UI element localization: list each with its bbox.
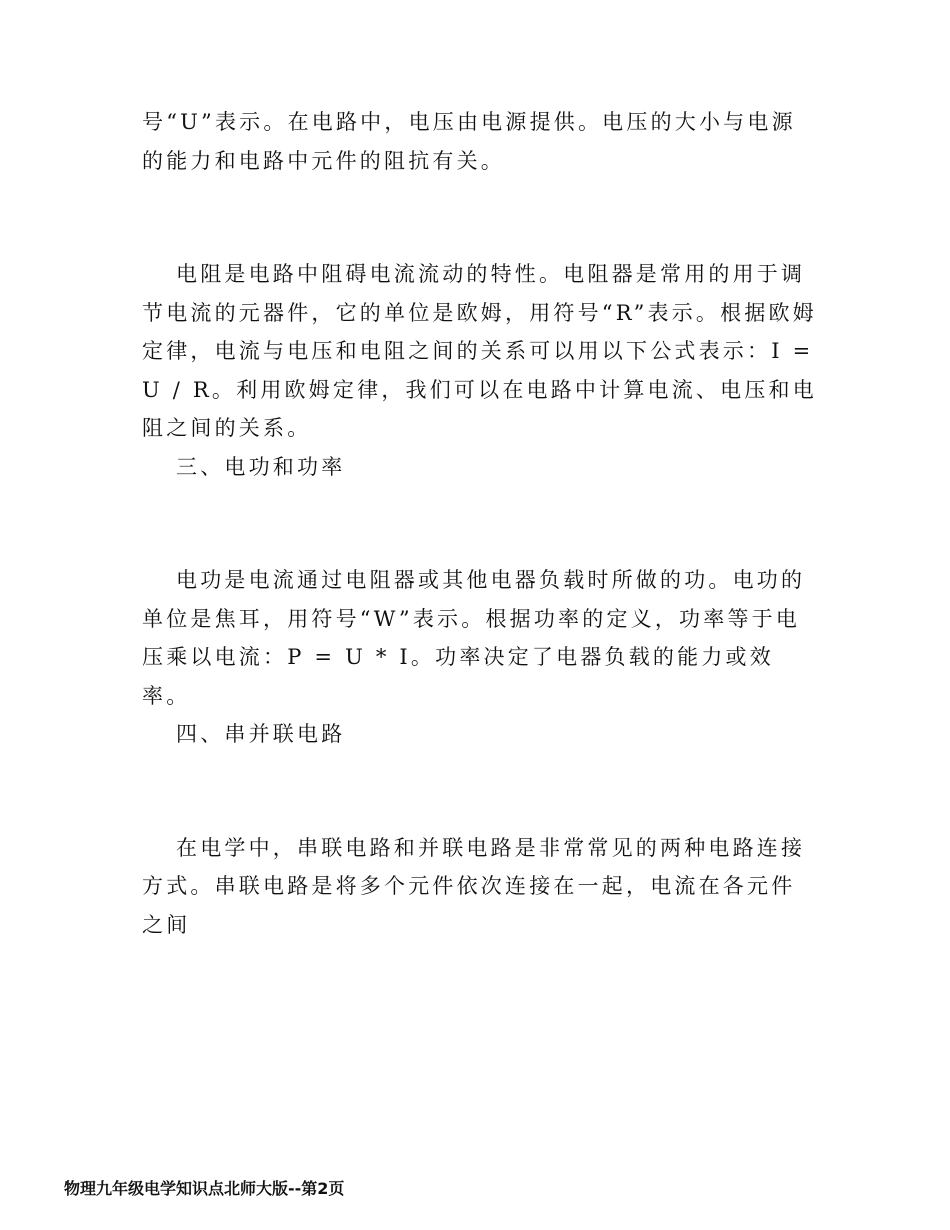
page-footer: 物理九年级电学知识点北师大版--第2页: [64, 1179, 345, 1198]
paragraph-voltage-continued: 号“U”表示。在电路中，电压由电源提供。电压的大小与电源的能力和电路中元件的阻抗有关。: [142, 110, 796, 173]
document-body: [142, 103, 817, 944]
paragraph-electric-work: 电功是电流通过电阻器或其他电器负载时所做的功。电功的单位是焦耳，用符号“W”表示。根据功率的定义，功率等于电压乘以电流：P = U * I。功率决定了电器负载的能力或效率。: [142, 568, 806, 708]
section-heading-series-parallel: 四、串并联电路: [176, 722, 346, 746]
paragraph-resistance: 电阻是电路中阻碍电流流动的特性。电阻器是常用的用于调节电流的元器件，它的单位是欧姆，用符号“R”表示。根据欧姆定律，电流与电压和电阻之间的关系可以用以下公式表示：I = U / R。利用欧姆定律，我们可以在电路中计算电流、电压和电阻之间的关系。: [142, 262, 817, 440]
section-heading-electric-work-power: 三、电功和功率: [176, 454, 346, 479]
paragraph-series-parallel: 在电学中，串联电路和并联电路是非常常见的两种电路连接方式。串联电路是将多个元件依次连接在一起，电流在各元件之间: [142, 835, 806, 937]
